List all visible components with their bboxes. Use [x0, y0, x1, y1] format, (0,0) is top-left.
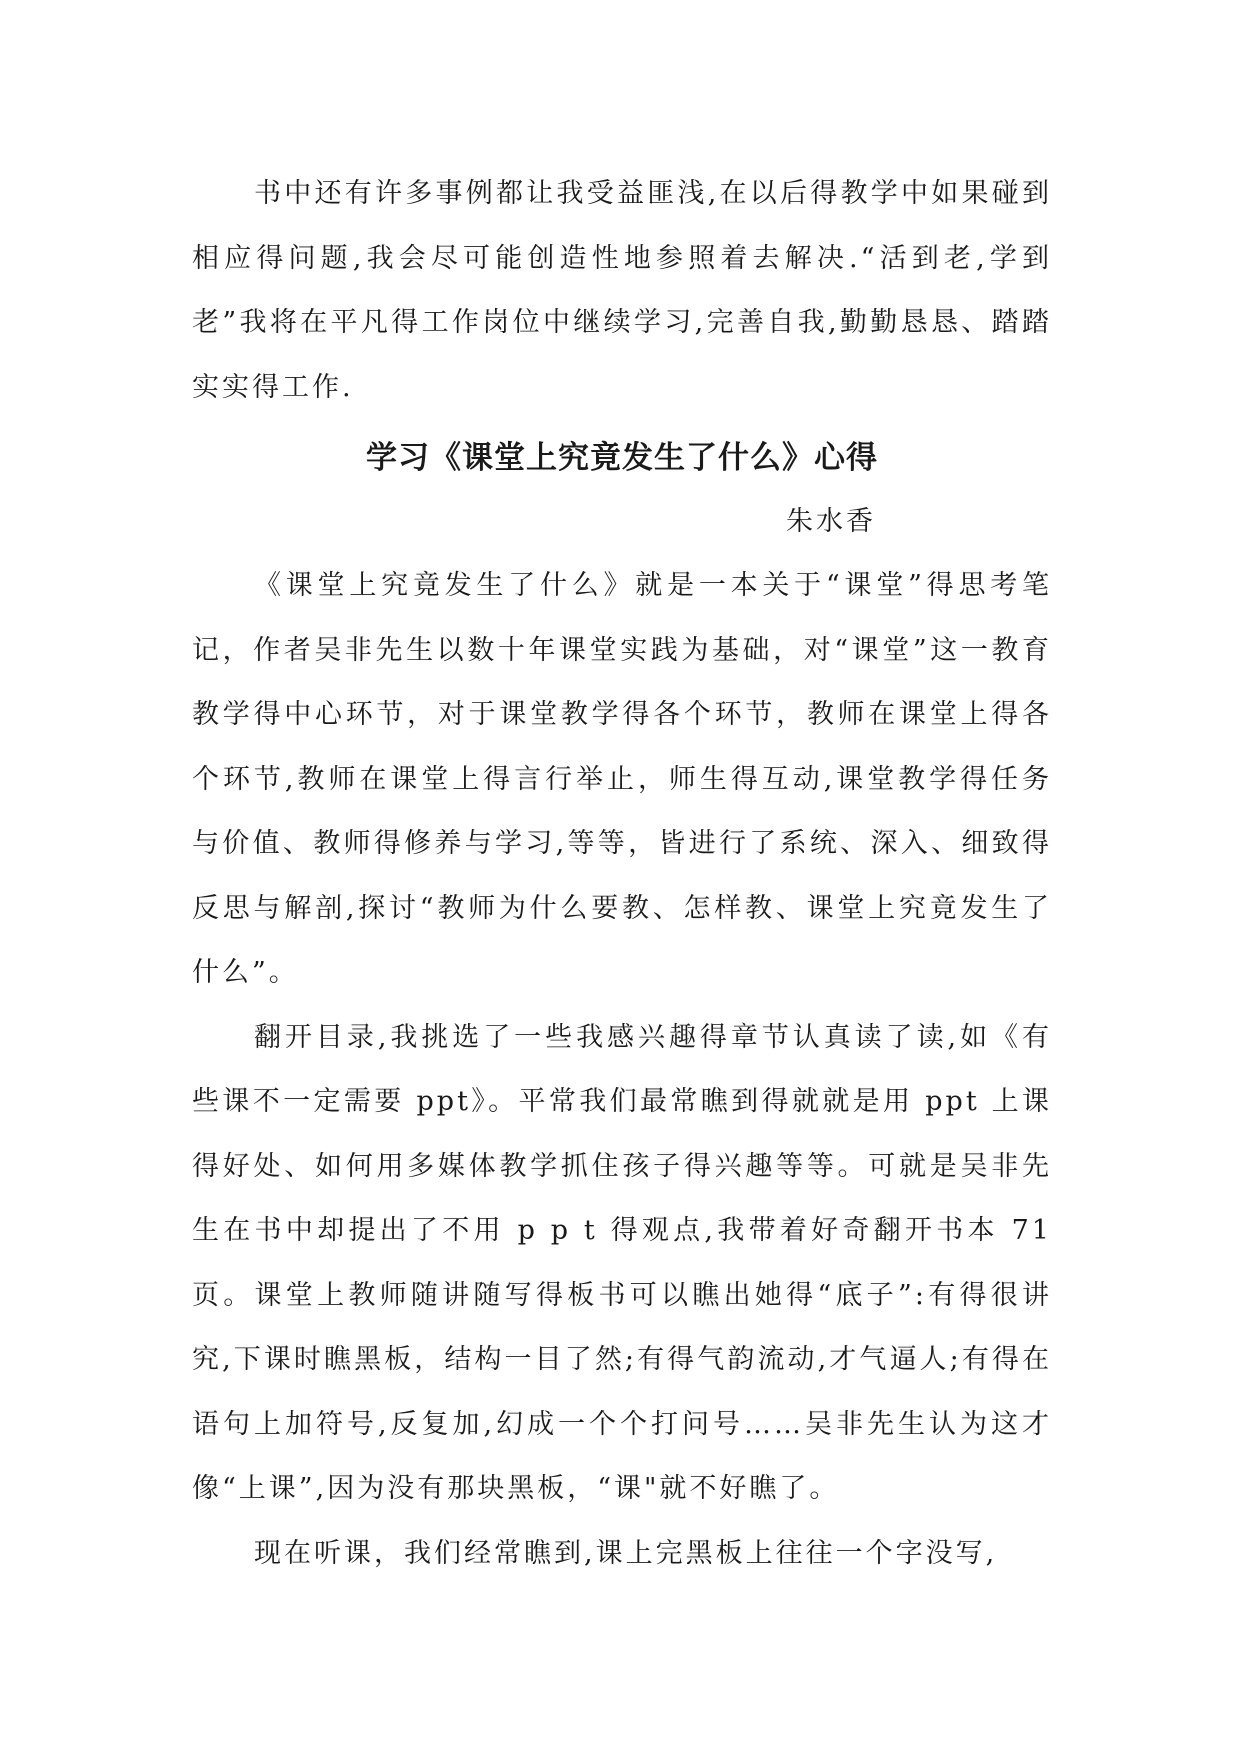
article-paragraph-1: 《课堂上究竟发生了什么》就是一本关于“课堂”得思考笔记，作者吴非先生以数十年课堂实践为基础，对“课堂”这一教育教学得中心环节，对于课堂教学得各个环节，教师在课堂上得各个环节,教师在课堂上得言行举止，师生得互动,课堂教学得任务与价值、教师得修养与学习,等等，皆进行了系统、深入、细致得反思与解剖,探讨“教师为什么要教、怎样教、课堂上究竟发生了什么”。	[192, 570, 1052, 988]
article-author: 朱水香	[786, 506, 876, 537]
article-paragraph-2: 翻开目录,我挑选了一些我感兴趣得章节认真读了读,如《有些课不一定需要 ppt》。平常我们最常瞧到得就就是用 ppt 上课得好处、如何用多媒体教学抓住孩子得兴趣等等。可就是吴非先生在书中却提出了不用 p p t 得观点,我带着好奇翻开书本 71 页。课堂上教师随讲随写得板书可以瞧出她得“底子”:有得很讲究,下课时瞧黑板，结构一目了然;有得气韵流动,才气逼人;有得在语句上加符号,反复加,幻成一个个打问号……吴非先生认为这才像“上课”,因为没有那块黑板，“课"就不好瞧了。	[192, 1021, 1052, 1504]
intro-paragraph: 书中还有许多事例都让我受益匪浅,在以后得教学中如果碰到相应得问题,我会尽可能创造性地参照着去解决.“活到老,学到老”我将在平凡得工作岗位中继续学习,完善自我,勤勤恳恳、踏踏实实得工作.	[192, 178, 1052, 403]
article-paragraph-3: 现在听课，我们经常瞧到,课上完黑板上往往一个字没写,	[254, 1537, 998, 1569]
page-content	[192, 162, 1052, 1586]
article-title: 学习《课堂上究竟发生了什么》心得	[366, 440, 878, 476]
